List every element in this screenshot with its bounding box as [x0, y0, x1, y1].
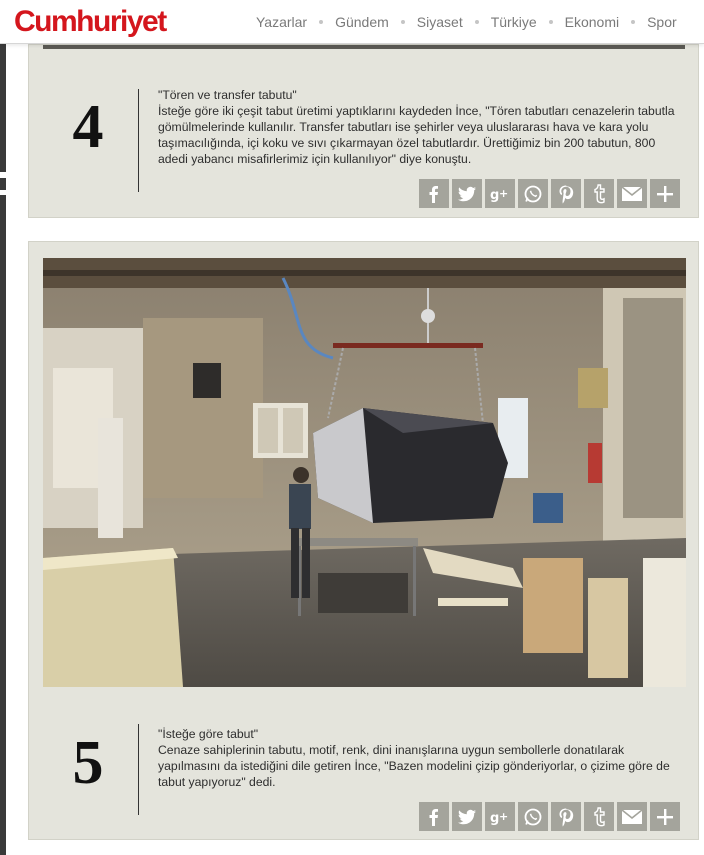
main-nav [256, 14, 677, 30]
whatsapp-share-button[interactable] [518, 179, 548, 208]
nav-separator [631, 20, 635, 24]
tumblr-icon [592, 184, 606, 204]
twitter-icon [457, 808, 477, 826]
item-title: "İsteğe göre tabut" [158, 727, 259, 741]
nav-item-siyaset[interactable]: Siyaset [416, 14, 463, 30]
plus-icon [656, 185, 674, 203]
divider-line [138, 89, 139, 192]
left-edge-strip [0, 44, 6, 855]
nav-item-ekonomi[interactable]: Ekonomi [564, 14, 620, 30]
site-header [0, 0, 704, 44]
facebook-icon [425, 185, 443, 203]
pinterest-share-button[interactable] [551, 802, 581, 831]
pinterest-icon [557, 807, 575, 827]
whatsapp-icon [523, 184, 543, 204]
nav-item-turkiye[interactable]: Türkiye [490, 14, 537, 30]
photo-bottom-edge [43, 45, 685, 49]
svg-text:+: + [499, 186, 509, 200]
facebook-icon [425, 808, 443, 826]
facebook-share-button[interactable] [419, 802, 449, 831]
whatsapp-icon [523, 807, 543, 827]
nav-item-gundem[interactable]: Gündem [335, 14, 389, 30]
svg-text:+: + [499, 809, 509, 823]
share-bar [419, 179, 680, 208]
gallery-item-4 [28, 44, 699, 218]
email-icon [621, 809, 643, 825]
workshop-photo[interactable] [43, 258, 686, 687]
plus-share-button[interactable] [650, 179, 680, 208]
google-plus-icon [489, 808, 511, 826]
item-number: 5 [72, 729, 104, 797]
workshop-photo-illustration [43, 258, 686, 687]
nav-separator [475, 20, 479, 24]
item-number: 4 [72, 93, 104, 161]
nav-separator [401, 20, 405, 24]
tumblr-share-button[interactable] [584, 802, 614, 831]
svg-text:g: g [490, 187, 500, 203]
nav-separator [549, 20, 553, 24]
facebook-share-button[interactable] [419, 179, 449, 208]
strip-band [0, 190, 6, 195]
email-icon [621, 186, 643, 202]
item-text: Cenaze sahiplerinin tabutu, motif, renk, dini inanışlarına uygun sembollerle donatılarak yapılmasını da istediğini dile getiren İnce, "Bazen modelini çizip gönderiyorlar, o çizime göre de tabut yapıyoruz" dedi. [158, 743, 670, 789]
email-share-button[interactable] [617, 179, 647, 208]
twitter-icon [457, 185, 477, 203]
plus-share-button[interactable] [650, 802, 680, 831]
share-bar [419, 802, 680, 831]
pinterest-share-button[interactable] [551, 179, 581, 208]
twitter-share-button[interactable] [452, 802, 482, 831]
nav-item-yazarlar[interactable]: Yazarlar [256, 14, 308, 30]
site-logo[interactable]: Cumhuriyet [14, 5, 166, 38]
gallery-item-5 [28, 241, 699, 840]
plus-icon [656, 808, 674, 826]
nav-separator [319, 20, 323, 24]
whatsapp-share-button[interactable] [518, 802, 548, 831]
pinterest-icon [557, 184, 575, 204]
google-plus-share-button[interactable] [485, 802, 515, 831]
google-plus-icon [489, 185, 511, 203]
svg-text:g: g [490, 810, 500, 826]
divider-line [138, 724, 139, 815]
google-plus-share-button[interactable] [485, 179, 515, 208]
item-text: İsteğe göre iki çeşit tabut üretimi yaptıklarını kaydeden İnce, "Tören tabutları cenazelerin tabutla gömülmelerinde kullanılır. Transfer tabutları ise şehirler veya uluslararası hava ve kara yolu taşımacılığında, içi koku ve sıvı çıkarmayan özel tabutlardır. Ürettiğimiz bin 200 tabutun, 800 adedi yabancı misafirlerimiz için kullanılıyor" diye konuştu. [158, 104, 675, 166]
twitter-share-button[interactable] [452, 179, 482, 208]
email-share-button[interactable] [617, 802, 647, 831]
item-title: "Tören ve transfer tabutu" [158, 88, 297, 102]
item-caption [158, 87, 688, 167]
nav-item-spor[interactable]: Spor [647, 14, 677, 30]
tumblr-icon [592, 807, 606, 827]
item-caption [158, 726, 678, 790]
tumblr-share-button[interactable] [584, 179, 614, 208]
strip-band [0, 172, 6, 178]
